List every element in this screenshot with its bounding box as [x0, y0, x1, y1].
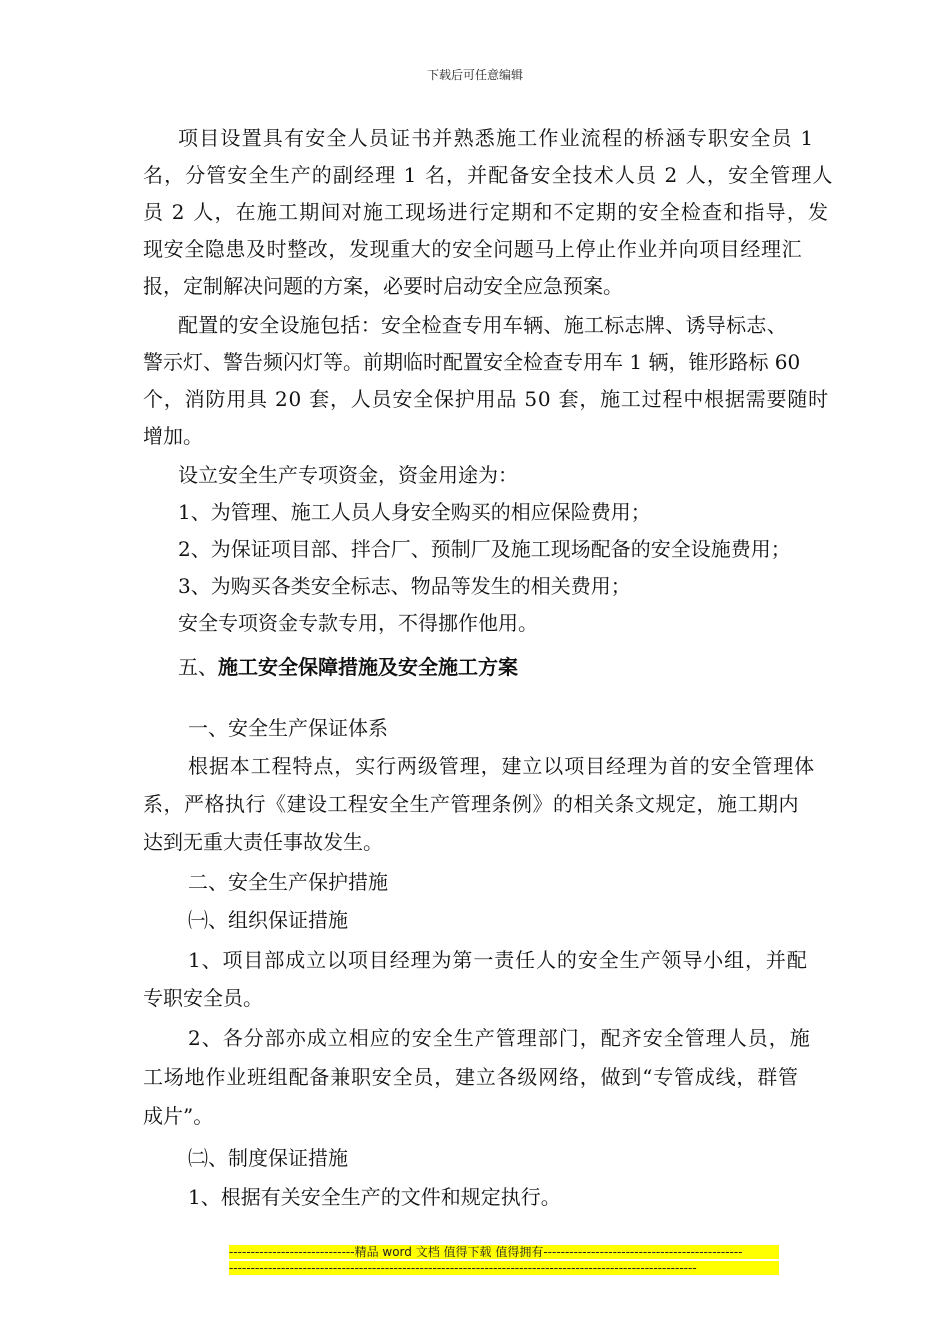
- paragraph-line: 员 2 人，在施工期间对施工现场进行定期和不定期的安全检查和指导，发: [143, 200, 830, 224]
- paragraph-line: 达到无重大责任事故发生。: [143, 830, 383, 854]
- paragraph-line: 警示灯、警告频闪灯等。前期临时配置安全检查专用车 1 辆，锥形路标 60: [143, 350, 801, 374]
- paragraph-line: 个，消防用具 20 套，人员安全保护用品 50 套，施工过程中根据需要随时: [143, 387, 829, 411]
- paragraph-line: 1、项目部成立以项目经理为第一责任人的安全生产领导小组，并配: [188, 948, 808, 972]
- paragraph-line: 项目设置具有安全人员证书并熟悉施工作业流程的桥涵专职安全员 1: [178, 126, 815, 150]
- list-item: 3、为购买各类安全标志、物品等发生的相关费用；: [178, 574, 631, 598]
- paragraph-line: 配置的安全设施包括：安全检查专用车辆、施工标志牌、诱导标志、: [178, 313, 787, 337]
- paragraph-line: 安全专项资金专款专用，不得挪作他用。: [178, 611, 538, 635]
- paragraph-line: 现安全隐患及时整改，发现重大的安全问题马上停止作业并向项目经理汇: [143, 237, 803, 261]
- paragraph-line: 专职安全员。: [143, 986, 263, 1010]
- subsection-heading: ㈠、组织保证措施: [188, 908, 348, 932]
- paragraph-line: 报，定制解决问题的方案，必要时启动安全应急预案。: [143, 274, 623, 298]
- paragraph-line: 1、根据有关安全生产的文件和规定执行。: [188, 1185, 561, 1209]
- subsection-heading: 一、安全生产保证体系: [188, 716, 388, 740]
- footer-banner-line: -----------------------------精品 word 文档 值得下载 值得拥有----------------------------------------------: [229, 1245, 779, 1259]
- paragraph-line: 工场地作业班组配备兼职安全员，建立各级网络，做到“专管成线，群管: [143, 1065, 799, 1089]
- subsection-heading: 二、安全生产保护措施: [188, 870, 388, 894]
- list-item: 2、为保证项目部、拌合厂、预制厂及施工现场配备的安全设施费用；: [178, 537, 791, 561]
- page-header: 下载后可任意编辑: [426, 68, 523, 82]
- footer-banner-dashes: ------------------------------------------------------------------------------------------------------------: [229, 1261, 779, 1275]
- section-title: 施工安全保障措施及安全施工方案: [218, 655, 518, 679]
- paragraph-line: 成片”。: [143, 1104, 214, 1128]
- subsection-heading: ㈡、制度保证措施: [188, 1146, 348, 1170]
- paragraph-line: 设立安全生产专项资金，资金用途为：: [178, 463, 518, 487]
- section-number: 五、: [178, 655, 218, 679]
- paragraph-line: 系，严格执行《建设工程安全生产管理条例》的相关条文规定，施工期内: [143, 792, 799, 816]
- list-item: 1、为管理、施工人员人身安全购买的相应保险费用；: [178, 500, 651, 524]
- paragraph-line: 增加。: [143, 424, 203, 448]
- paragraph-line: 2、各分部亦成立相应的安全生产管理部门，配齐安全管理人员，施: [188, 1026, 811, 1050]
- section-heading: [178, 653, 518, 681]
- paragraph-line: 根据本工程特点，实行两级管理，建立以项目经理为首的安全管理体: [188, 754, 815, 778]
- paragraph-line: 名，分管安全生产的副经理 1 名，并配备安全技术人员 2 人，安全管理人: [143, 163, 834, 187]
